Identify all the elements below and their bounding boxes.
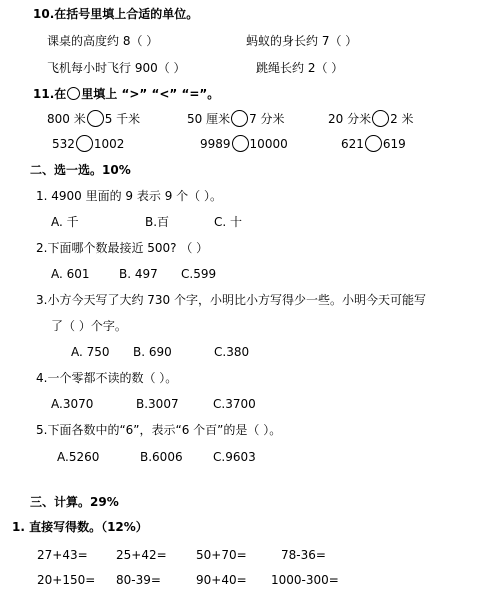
calc-item: 25+42= [116, 548, 167, 562]
s2-q4-option-a: A.3070 [51, 397, 94, 411]
compare-right: 2 米 [390, 112, 414, 126]
s2-q4-option-b: B.3007 [136, 397, 179, 411]
compare-left: 800 米 [47, 112, 86, 126]
s2-q1-text: 1. 4900 里面的 9 表示 9 个（ ）。 [36, 189, 222, 203]
q11-compare-item [52, 135, 124, 152]
section3-title: 三、计算。29% [30, 495, 119, 509]
s3-sub1-title: 1. 直接写得数。（12%） [12, 520, 148, 534]
s2-q2-option-a: A. 601 [51, 267, 90, 281]
section2-title: 二、选一选。10% [30, 163, 131, 177]
compare-right: 5 千米 [104, 112, 141, 126]
q10-item-ant-length: 蚂蚁的身长约 7（ ） [246, 34, 358, 48]
q11-compare-item [200, 135, 288, 152]
q11-compare-item [328, 110, 414, 127]
compare-blank-circle[interactable] [372, 110, 389, 127]
compare-left: 532 [52, 137, 75, 151]
s2-q4-option-c: C.3700 [213, 397, 256, 411]
compare-blank-circle[interactable] [76, 135, 93, 152]
compare-right: 7 分米 [249, 112, 285, 126]
calc-item: 50+70= [196, 548, 247, 562]
q10-item-plane-speed: 飞机每小时飞行 900（ ） [47, 61, 186, 75]
compare-circle-icon [67, 87, 80, 100]
compare-left: 20 分米 [328, 112, 372, 126]
q11-compare-item [341, 135, 406, 152]
compare-blank-circle[interactable] [232, 135, 249, 152]
s2-q4-text: 4.一个零都不读的数（ ）。 [36, 371, 178, 385]
s2-q5-option-a: A.5260 [57, 450, 100, 464]
s2-q3-line2: 了（ ）个字。 [51, 319, 127, 333]
calc-item: 80-39= [116, 573, 161, 587]
calc-item: 20+150= [37, 573, 96, 587]
q11-title-pre: 11.在 [33, 87, 67, 101]
compare-left: 50 厘米 [187, 112, 231, 126]
compare-right: 619 [382, 137, 406, 151]
q10-title: 10.在括号里填上合适的单位。 [33, 7, 199, 21]
s2-q3-option-b: B. 690 [133, 345, 172, 359]
compare-left: 9989 [200, 137, 231, 151]
calc-item: 27+43= [37, 548, 88, 562]
compare-left: 621 [341, 137, 364, 151]
compare-right: 10000 [249, 137, 288, 151]
s2-q5-option-b: B.6006 [140, 450, 183, 464]
compare-blank-circle[interactable] [365, 135, 382, 152]
q10-item-rope-length: 跳绳长约 2（ ） [256, 61, 344, 75]
s2-q3-line1: 3.小方今天写了大约 730 个字，小明比小方写得少一些。小明今天可能写 [36, 293, 426, 307]
s2-q1-option-c: C. 十 [214, 215, 243, 229]
q11-title [33, 86, 219, 102]
compare-blank-circle[interactable] [231, 110, 248, 127]
compare-blank-circle[interactable] [87, 110, 104, 127]
q11-title-post: 里填上 “>” “<” “=”。 [81, 87, 220, 101]
q11-compare-item [47, 110, 140, 127]
s2-q1-option-a: A. 千 [51, 215, 79, 229]
s2-q2-option-c: C.599 [181, 267, 217, 281]
calc-item: 78-36= [281, 548, 326, 562]
q10-item-desk-height: 课桌的高度约 8（ ） [47, 34, 159, 48]
calc-item: 1000-300= [271, 573, 339, 587]
q11-compare-item [187, 110, 285, 127]
s2-q2-text: 2.下面哪个数最接近 500? （ ） [36, 241, 209, 255]
s2-q5-text: 5.下面各数中的“6”，表示“6 个百”的是（ ）。 [36, 423, 282, 437]
s2-q3-option-a: A. 750 [71, 345, 110, 359]
s2-q3-option-c: C.380 [214, 345, 250, 359]
s2-q5-option-c: C.9603 [213, 450, 256, 464]
compare-right: 1002 [93, 137, 125, 151]
s2-q1-option-b: B.百 [145, 215, 170, 229]
s2-q2-option-b: B. 497 [119, 267, 158, 281]
calc-item: 90+40= [196, 573, 247, 587]
